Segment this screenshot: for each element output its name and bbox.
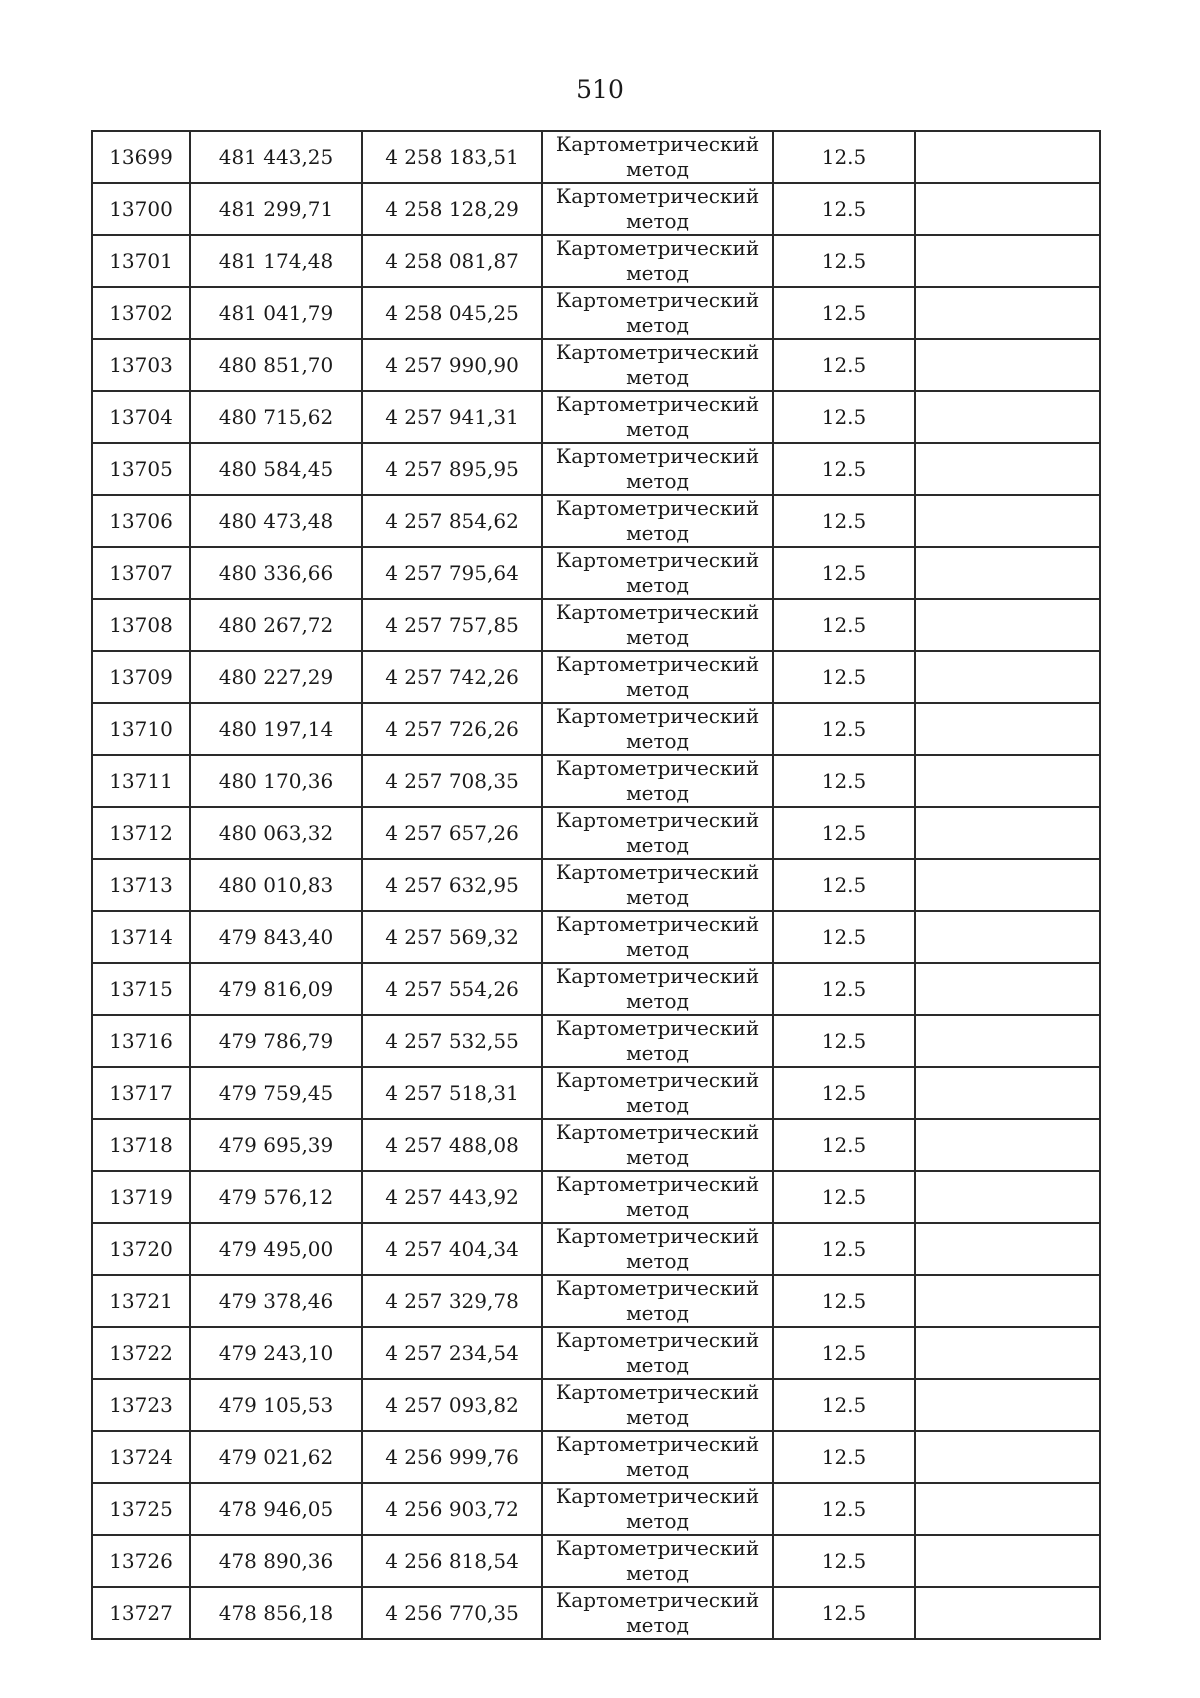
note-cell (915, 1379, 1100, 1431)
note-cell (915, 131, 1100, 183)
point-number-cell: 13711 (92, 755, 190, 807)
accuracy-cell: 12.5 (773, 1015, 915, 1067)
x-coordinate-cell: 479 786,79 (190, 1015, 362, 1067)
point-number-cell: 13708 (92, 599, 190, 651)
method-cell (542, 287, 773, 339)
method-text-line1: Картометрический (555, 288, 760, 312)
method-text-line1: Картометрический (555, 808, 760, 832)
point-number-cell: 13702 (92, 287, 190, 339)
y-coordinate-cell: 4 257 554,26 (362, 963, 542, 1015)
method-text-line1: Картометрический (555, 1276, 760, 1300)
method-cell (542, 183, 773, 235)
method-text-line1: Картометрический (555, 392, 760, 416)
method-text-line2: метод (626, 1093, 689, 1117)
note-cell (915, 599, 1100, 651)
accuracy-cell: 12.5 (773, 1223, 915, 1275)
method-text-line2: метод (626, 1301, 689, 1325)
method-text-line2: метод (626, 1197, 689, 1221)
method-cell (542, 1275, 773, 1327)
method-text-line2: метод (626, 1561, 689, 1585)
y-coordinate-cell: 4 258 128,29 (362, 183, 542, 235)
y-coordinate-cell: 4 257 532,55 (362, 1015, 542, 1067)
x-coordinate-cell: 481 174,48 (190, 235, 362, 287)
method-text-line2: метод (626, 677, 689, 701)
accuracy-cell: 12.5 (773, 547, 915, 599)
table-row (92, 1067, 1100, 1119)
y-coordinate-cell: 4 257 757,85 (362, 599, 542, 651)
table-row (92, 1171, 1100, 1223)
table-row (92, 651, 1100, 703)
y-coordinate-cell: 4 257 895,95 (362, 443, 542, 495)
accuracy-cell: 12.5 (773, 859, 915, 911)
method-text-line1: Картометрический (555, 912, 760, 936)
accuracy-cell: 12.5 (773, 339, 915, 391)
note-cell (915, 1483, 1100, 1535)
method-cell (542, 1171, 773, 1223)
method-text-line1: Картометрический (555, 1484, 760, 1508)
method-cell (542, 1327, 773, 1379)
method-text-line2: метод (626, 417, 689, 441)
method-text-line1: Картометрический (555, 444, 760, 468)
method-cell (542, 1015, 773, 1067)
x-coordinate-cell: 479 378,46 (190, 1275, 362, 1327)
method-text-line1: Картометрический (555, 600, 760, 624)
method-text-line2: метод (626, 1457, 689, 1481)
table-row (92, 1587, 1100, 1639)
y-coordinate-cell: 4 257 329,78 (362, 1275, 542, 1327)
method-text-line2: метод (626, 365, 689, 389)
method-text-line2: метод (626, 937, 689, 961)
method-text-line1: Картометрический (555, 340, 760, 364)
method-cell (542, 1119, 773, 1171)
note-cell (915, 339, 1100, 391)
note-cell (915, 1171, 1100, 1223)
x-coordinate-cell: 480 063,32 (190, 807, 362, 859)
method-cell (542, 339, 773, 391)
point-number-cell: 13704 (92, 391, 190, 443)
method-cell (542, 1067, 773, 1119)
point-number-cell: 13699 (92, 131, 190, 183)
y-coordinate-cell: 4 258 081,87 (362, 235, 542, 287)
method-text-line2: метод (626, 261, 689, 285)
method-cell (542, 755, 773, 807)
method-text-line2: метод (626, 625, 689, 649)
note-cell (915, 963, 1100, 1015)
method-text-line1: Картометрический (555, 548, 760, 572)
note-cell (915, 1015, 1100, 1067)
accuracy-cell: 12.5 (773, 1587, 915, 1639)
note-cell (915, 183, 1100, 235)
accuracy-cell: 12.5 (773, 807, 915, 859)
y-coordinate-cell: 4 257 657,26 (362, 807, 542, 859)
point-number-cell: 13703 (92, 339, 190, 391)
point-number-cell: 13710 (92, 703, 190, 755)
point-number-cell: 13716 (92, 1015, 190, 1067)
note-cell (915, 1275, 1100, 1327)
table-row (92, 1431, 1100, 1483)
y-coordinate-cell: 4 257 708,35 (362, 755, 542, 807)
x-coordinate-cell: 480 010,83 (190, 859, 362, 911)
note-cell (915, 911, 1100, 963)
point-number-cell: 13723 (92, 1379, 190, 1431)
table-row (92, 1275, 1100, 1327)
point-number-cell: 13724 (92, 1431, 190, 1483)
accuracy-cell: 12.5 (773, 1483, 915, 1535)
method-text-line2: метод (626, 521, 689, 545)
point-number-cell: 13721 (92, 1275, 190, 1327)
point-number-cell: 13715 (92, 963, 190, 1015)
x-coordinate-cell: 479 816,09 (190, 963, 362, 1015)
point-number-cell: 13700 (92, 183, 190, 235)
accuracy-cell: 12.5 (773, 1067, 915, 1119)
method-text-line1: Картометрический (555, 1016, 760, 1040)
method-cell (542, 599, 773, 651)
point-number-cell: 13701 (92, 235, 190, 287)
y-coordinate-cell: 4 256 818,54 (362, 1535, 542, 1587)
point-number-cell: 13714 (92, 911, 190, 963)
x-coordinate-cell: 478 946,05 (190, 1483, 362, 1535)
method-text-line2: метод (626, 1041, 689, 1065)
table-row (92, 911, 1100, 963)
accuracy-cell: 12.5 (773, 1275, 915, 1327)
method-cell (542, 807, 773, 859)
point-number-cell: 13707 (92, 547, 190, 599)
coordinates-table-body (92, 131, 1100, 1639)
accuracy-cell: 12.5 (773, 651, 915, 703)
method-text-line2: метод (626, 209, 689, 233)
method-cell (542, 1587, 773, 1639)
method-cell (542, 391, 773, 443)
y-coordinate-cell: 4 256 999,76 (362, 1431, 542, 1483)
method-text-line2: метод (626, 1613, 689, 1637)
method-text-line2: метод (626, 885, 689, 909)
method-text-line2: метод (626, 573, 689, 597)
note-cell (915, 287, 1100, 339)
method-text-line1: Картометрический (555, 184, 760, 208)
method-text-line1: Картометрический (555, 652, 760, 676)
table-row (92, 183, 1100, 235)
accuracy-cell: 12.5 (773, 1431, 915, 1483)
note-cell (915, 391, 1100, 443)
method-text-line1: Картометрический (555, 1120, 760, 1144)
x-coordinate-cell: 479 759,45 (190, 1067, 362, 1119)
table-row (92, 339, 1100, 391)
x-coordinate-cell: 479 576,12 (190, 1171, 362, 1223)
note-cell (915, 235, 1100, 287)
accuracy-cell: 12.5 (773, 963, 915, 1015)
y-coordinate-cell: 4 257 742,26 (362, 651, 542, 703)
method-text-line1: Картометрический (555, 964, 760, 988)
accuracy-cell: 12.5 (773, 1379, 915, 1431)
table-row (92, 495, 1100, 547)
note-cell (915, 651, 1100, 703)
note-cell (915, 547, 1100, 599)
table-row (92, 1535, 1100, 1587)
note-cell (915, 495, 1100, 547)
method-text-line2: метод (626, 1249, 689, 1273)
point-number-cell: 13713 (92, 859, 190, 911)
method-text-line2: метод (626, 1145, 689, 1169)
method-text-line1: Картометрический (555, 860, 760, 884)
method-cell (542, 859, 773, 911)
coordinates-table (91, 130, 1101, 1640)
point-number-cell: 13712 (92, 807, 190, 859)
method-text-line1: Картометрический (555, 704, 760, 728)
method-cell (542, 1535, 773, 1587)
method-cell (542, 1431, 773, 1483)
table-row (92, 131, 1100, 183)
accuracy-cell: 12.5 (773, 1119, 915, 1171)
x-coordinate-cell: 480 715,62 (190, 391, 362, 443)
point-number-cell: 13725 (92, 1483, 190, 1535)
x-coordinate-cell: 480 851,70 (190, 339, 362, 391)
note-cell (915, 1223, 1100, 1275)
point-number-cell: 13722 (92, 1327, 190, 1379)
accuracy-cell: 12.5 (773, 911, 915, 963)
method-cell (542, 547, 773, 599)
x-coordinate-cell: 479 021,62 (190, 1431, 362, 1483)
x-coordinate-cell: 480 267,72 (190, 599, 362, 651)
x-coordinate-cell: 480 170,36 (190, 755, 362, 807)
method-cell (542, 131, 773, 183)
method-text-line1: Картометрический (555, 1068, 760, 1092)
table-row (92, 1015, 1100, 1067)
table-row (92, 755, 1100, 807)
table-row (92, 235, 1100, 287)
accuracy-cell: 12.5 (773, 235, 915, 287)
method-cell (542, 911, 773, 963)
method-text-line2: метод (626, 1405, 689, 1429)
table-row (92, 963, 1100, 1015)
note-cell (915, 1067, 1100, 1119)
note-cell (915, 1431, 1100, 1483)
method-cell (542, 651, 773, 703)
point-number-cell: 13720 (92, 1223, 190, 1275)
y-coordinate-cell: 4 257 443,92 (362, 1171, 542, 1223)
note-cell (915, 755, 1100, 807)
y-coordinate-cell: 4 256 770,35 (362, 1587, 542, 1639)
point-number-cell: 13718 (92, 1119, 190, 1171)
method-text-line2: метод (626, 313, 689, 337)
table-row (92, 1119, 1100, 1171)
method-text-line1: Картометрический (555, 236, 760, 260)
x-coordinate-cell: 481 443,25 (190, 131, 362, 183)
note-cell (915, 1119, 1100, 1171)
accuracy-cell: 12.5 (773, 495, 915, 547)
method-cell (542, 963, 773, 1015)
accuracy-cell: 12.5 (773, 1327, 915, 1379)
method-text-line1: Картометрический (555, 1224, 760, 1248)
y-coordinate-cell: 4 258 045,25 (362, 287, 542, 339)
accuracy-cell: 12.5 (773, 703, 915, 755)
note-cell (915, 1535, 1100, 1587)
y-coordinate-cell: 4 257 726,26 (362, 703, 542, 755)
method-text-line2: метод (626, 1353, 689, 1377)
method-text-line2: метод (626, 989, 689, 1013)
note-cell (915, 443, 1100, 495)
y-coordinate-cell: 4 257 632,95 (362, 859, 542, 911)
x-coordinate-cell: 480 197,14 (190, 703, 362, 755)
note-cell (915, 1587, 1100, 1639)
method-cell (542, 495, 773, 547)
x-coordinate-cell: 481 299,71 (190, 183, 362, 235)
x-coordinate-cell: 479 495,00 (190, 1223, 362, 1275)
table-row (92, 443, 1100, 495)
method-text-line2: метод (626, 833, 689, 857)
method-text-line1: Картометрический (555, 1432, 760, 1456)
method-text-line2: метод (626, 157, 689, 181)
x-coordinate-cell: 481 041,79 (190, 287, 362, 339)
x-coordinate-cell: 478 856,18 (190, 1587, 362, 1639)
x-coordinate-cell: 479 105,53 (190, 1379, 362, 1431)
note-cell (915, 807, 1100, 859)
table-row (92, 599, 1100, 651)
page-number: 510 (576, 75, 624, 104)
method-cell (542, 443, 773, 495)
method-text-line2: метод (626, 1509, 689, 1533)
table-row (92, 1483, 1100, 1535)
y-coordinate-cell: 4 257 569,32 (362, 911, 542, 963)
accuracy-cell: 12.5 (773, 443, 915, 495)
point-number-cell: 13726 (92, 1535, 190, 1587)
y-coordinate-cell: 4 257 990,90 (362, 339, 542, 391)
accuracy-cell: 12.5 (773, 1171, 915, 1223)
y-coordinate-cell: 4 257 234,54 (362, 1327, 542, 1379)
method-text-line1: Картометрический (555, 1172, 760, 1196)
x-coordinate-cell: 480 336,66 (190, 547, 362, 599)
y-coordinate-cell: 4 258 183,51 (362, 131, 542, 183)
y-coordinate-cell: 4 257 488,08 (362, 1119, 542, 1171)
method-cell (542, 1379, 773, 1431)
table-row (92, 807, 1100, 859)
method-text-line1: Картометрический (555, 132, 760, 156)
table-row (92, 391, 1100, 443)
point-number-cell: 13727 (92, 1587, 190, 1639)
method-text-line1: Картометрический (555, 496, 760, 520)
method-cell (542, 235, 773, 287)
point-number-cell: 13717 (92, 1067, 190, 1119)
accuracy-cell: 12.5 (773, 131, 915, 183)
accuracy-cell: 12.5 (773, 287, 915, 339)
note-cell (915, 859, 1100, 911)
table-row (92, 1379, 1100, 1431)
table-row (92, 1223, 1100, 1275)
table-row (92, 547, 1100, 599)
y-coordinate-cell: 4 257 093,82 (362, 1379, 542, 1431)
note-cell (915, 1327, 1100, 1379)
method-text-line1: Картометрический (555, 756, 760, 780)
method-text-line1: Картометрический (555, 1328, 760, 1352)
method-text-line1: Картометрический (555, 1536, 760, 1560)
method-text-line1: Картометрический (555, 1380, 760, 1404)
accuracy-cell: 12.5 (773, 1535, 915, 1587)
table-row (92, 287, 1100, 339)
method-cell (542, 1223, 773, 1275)
point-number-cell: 13719 (92, 1171, 190, 1223)
method-text-line2: метод (626, 469, 689, 493)
table-row (92, 859, 1100, 911)
note-cell (915, 703, 1100, 755)
accuracy-cell: 12.5 (773, 755, 915, 807)
x-coordinate-cell: 479 695,39 (190, 1119, 362, 1171)
y-coordinate-cell: 4 257 941,31 (362, 391, 542, 443)
x-coordinate-cell: 479 243,10 (190, 1327, 362, 1379)
accuracy-cell: 12.5 (773, 183, 915, 235)
accuracy-cell: 12.5 (773, 599, 915, 651)
point-number-cell: 13705 (92, 443, 190, 495)
x-coordinate-cell: 479 843,40 (190, 911, 362, 963)
method-text-line2: метод (626, 781, 689, 805)
method-text-line2: метод (626, 729, 689, 753)
x-coordinate-cell: 480 584,45 (190, 443, 362, 495)
method-cell (542, 703, 773, 755)
x-coordinate-cell: 478 890,36 (190, 1535, 362, 1587)
y-coordinate-cell: 4 257 518,31 (362, 1067, 542, 1119)
y-coordinate-cell: 4 257 795,64 (362, 547, 542, 599)
y-coordinate-cell: 4 257 404,34 (362, 1223, 542, 1275)
point-number-cell: 13709 (92, 651, 190, 703)
method-text-line1: Картометрический (555, 1588, 760, 1612)
table-row (92, 703, 1100, 755)
x-coordinate-cell: 480 473,48 (190, 495, 362, 547)
table-row (92, 1327, 1100, 1379)
x-coordinate-cell: 480 227,29 (190, 651, 362, 703)
accuracy-cell: 12.5 (773, 391, 915, 443)
point-number-cell: 13706 (92, 495, 190, 547)
y-coordinate-cell: 4 257 854,62 (362, 495, 542, 547)
y-coordinate-cell: 4 256 903,72 (362, 1483, 542, 1535)
method-cell (542, 1483, 773, 1535)
